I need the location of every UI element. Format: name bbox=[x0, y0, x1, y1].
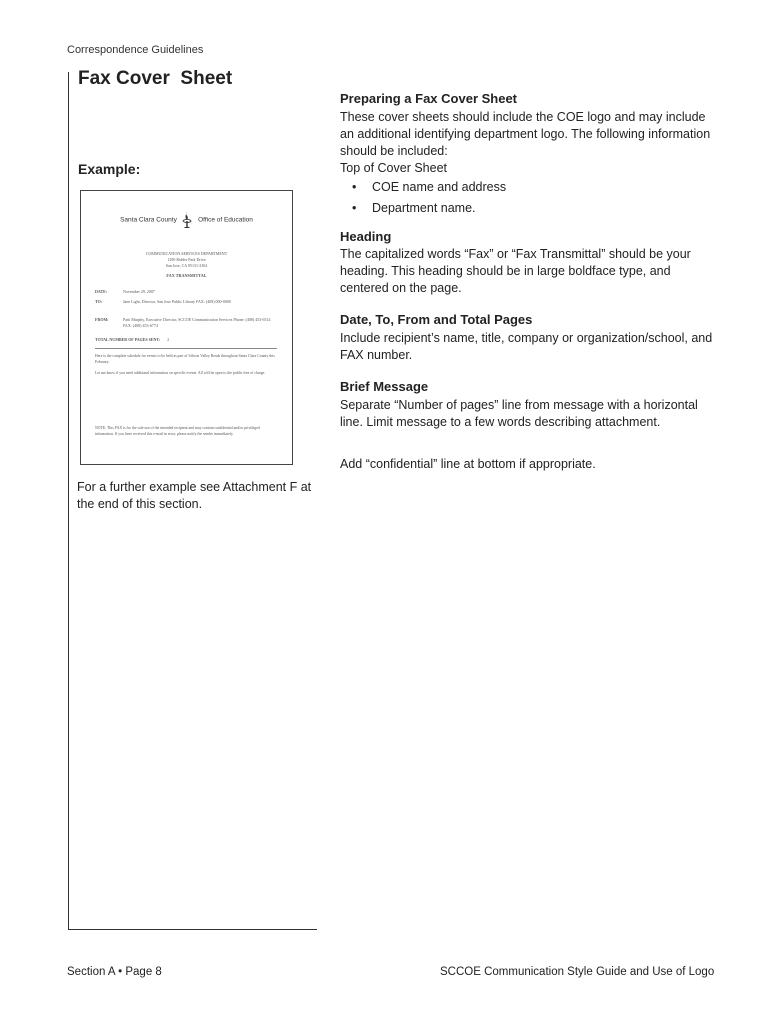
sidebar-bottom-rule bbox=[68, 929, 317, 930]
sample-field-date bbox=[95, 289, 273, 295]
page-title: Fax Cover Sheet bbox=[78, 68, 233, 89]
paragraph-confidential: Add “confidential” line at bottom if appropriate. bbox=[340, 457, 596, 471]
sample-field-value: Jane Light, Director, San Jose Public Library FAX: (408) 000-0000 bbox=[123, 299, 231, 304]
bullet-dot-icon: • bbox=[352, 180, 357, 194]
sample-fax-cover bbox=[80, 190, 293, 465]
sample-org-right: Office of Education bbox=[198, 216, 253, 224]
top-of-cover-label: Top of Cover Sheet bbox=[340, 161, 448, 175]
bullet-text: COE name and address bbox=[372, 180, 507, 194]
bullet-text: Department name. bbox=[372, 201, 476, 215]
example-label: Example: bbox=[78, 161, 141, 177]
sample-field-to bbox=[95, 299, 233, 305]
sample-field-from bbox=[95, 317, 273, 328]
sample-dept-line: 1290 Ridder Park Drive bbox=[167, 257, 206, 262]
footer-guide-title: SCCOE Communication Style Guide and Use of Logo bbox=[440, 966, 715, 978]
sample-field-key: DATE: bbox=[95, 289, 108, 294]
paragraph-date-to-from: Include recipient’s name, title, company or organization/school, and FAX number. bbox=[340, 331, 713, 362]
bullet-dot-icon: • bbox=[352, 201, 357, 215]
paragraph-brief-message: Separate “Number of pages” line from message with a horizontal line. Limit message to a few words describing attachment. bbox=[340, 398, 698, 429]
heading-date-to-from: Date, To, From and Total Pages bbox=[340, 312, 533, 327]
bullet-item bbox=[352, 180, 506, 194]
sample-pages-value: 2 bbox=[167, 337, 170, 342]
heading-preparing: Preparing a Fax Cover Sheet bbox=[340, 91, 518, 106]
sample-divider bbox=[95, 348, 277, 349]
sample-dept-line: San Jose, CA 95131-2304 bbox=[165, 263, 208, 268]
further-example-note: For a further example see Attachment F at the end of this section. bbox=[77, 480, 312, 511]
paragraph-preparing: These cover sheets should include the COE logo and may include an additional identifying department logo. The following information should be included: bbox=[340, 110, 711, 158]
sample-field-value: Patti Murphy, Executive Director, SCCOE Communication Services Phone: (408) 453-6514 FAX: (408) 453-6774 bbox=[123, 317, 271, 328]
paragraph-heading: The capitalized words “Fax” or “Fax Transmittal” should be your heading. This heading should be in large boldface type, and centered on the page. bbox=[340, 247, 691, 295]
sidebar-vertical-rule bbox=[68, 72, 69, 930]
bullet-item bbox=[352, 201, 476, 215]
sample-field-key: TO: bbox=[95, 299, 103, 304]
running-head: Correspondence Guidelines bbox=[67, 44, 204, 56]
sample-confidential-notice: NOTE: This FAX is for the sole use of the intended recipient and may contain confidential and/or privileged information. If you have received this e-mail in error, please notify the sender immediately. bbox=[95, 426, 260, 436]
sample-field-value: November 29, 2007 bbox=[123, 289, 155, 294]
heading-heading: Heading bbox=[340, 229, 392, 244]
sample-letterhead bbox=[81, 211, 292, 229]
sample-message-1: Here is the complete schedule for events to be held as part of Silicon Valley Reads throughout Santa Clara County this February. bbox=[95, 354, 275, 364]
heading-brief-message: Brief Message bbox=[340, 379, 429, 394]
sample-dept-address bbox=[81, 251, 292, 269]
footer-page-number: Section A • Page 8 bbox=[67, 966, 162, 978]
sample-field-key: FROM: bbox=[95, 317, 109, 322]
sample-dept-line: COMMUNICATION SERVICES DEPARTMENT bbox=[145, 251, 228, 256]
sample-org-left: Santa Clara County bbox=[120, 216, 177, 224]
sample-pages-label: TOTAL NUMBER OF PAGES SENT: bbox=[95, 337, 161, 342]
sample-fax-title: FAX TRANSMITTAL bbox=[166, 273, 207, 278]
sample-message-2: Let me know if you need additional information on specific events. All will be open to the public free of charge. bbox=[95, 371, 266, 375]
sample-pages-sent bbox=[95, 337, 169, 343]
torch-logo-icon bbox=[181, 211, 193, 229]
